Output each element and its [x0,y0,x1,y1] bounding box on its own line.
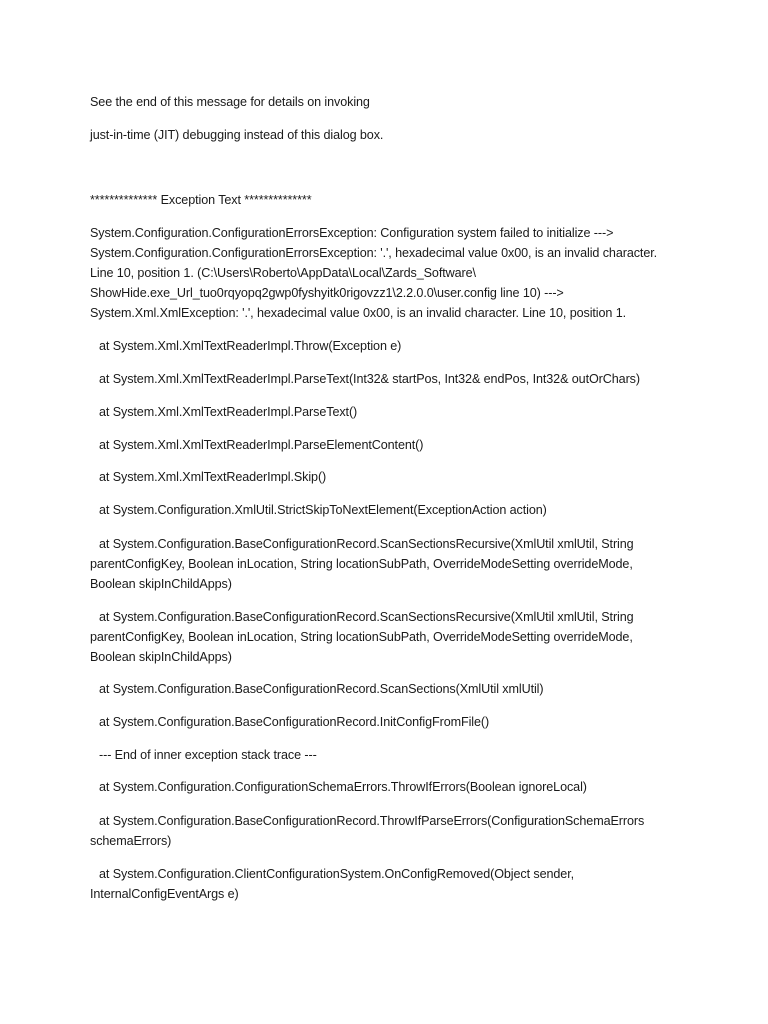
exception-message: System.Configuration.ConfigurationErrorsException: Configuration system failed to initialize ---> System.Configuration.ConfigurationErrorsException: '.', hexadecimal value 0x00, is an invalid character. Line 10, position 1. (C:\Users\Roberto\AppData\Local\Zards_Software\ ShowHide.exe_Url_tuo0rqyopq2gwp0fyshyitk0rigovzz1\2.2.0.0\user.config line 10) ---> System.Xml.XmlException: '.', hexadecimal value 0x00, is an invalid character. Line 10, position 1. [90,226,658,320]
intro-line-1: See the end of this message for details on invoking [90,95,370,109]
stack-trace-line: at System.Xml.XmlTextReaderImpl.Throw(Exception e) [99,339,402,353]
stack-trace-line: at System.Xml.XmlTextReaderImpl.ParseText() [99,405,358,419]
stack-trace-line: at System.Configuration.ConfigurationSchemaErrors.ThrowIfErrors(Boolean ignoreLocal) [99,780,587,794]
exception-heading: ************** Exception Text ************** [90,193,312,207]
stack-trace-line: at System.Configuration.XmlUtil.StrictSkipToNextElement(ExceptionAction action) [99,503,547,517]
stack-trace-line: at System.Configuration.ClientConfigurationSystem.OnConfigRemoved(Object sender, InternalConfigEventArgs e) [90,867,574,901]
stack-trace-line: at System.Configuration.BaseConfigurationRecord.ScanSectionsRecursive(XmlUtil xmlUtil, String parentConfigKey, Boolean inLocation, String locationSubPath, OverrideModeSetting overrideMode, Boolean skipInChildApps) [90,610,634,664]
stack-trace-line: at System.Configuration.BaseConfigurationRecord.ScanSectionsRecursive(XmlUtil xmlUtil, String parentConfigKey, Boolean inLocation, String locationSubPath, OverrideModeSetting overrideMode, Boolean skipInChildApps) [90,537,634,591]
stack-trace-line: at System.Configuration.BaseConfigurationRecord.ThrowIfParseErrors(ConfigurationSchemaErrors schemaErrors) [90,814,645,848]
intro-line-2: just-in-time (JIT) debugging instead of this dialog box. [90,128,384,142]
stack-trace-line: at System.Xml.XmlTextReaderImpl.ParseElementContent() [99,438,424,452]
stack-trace-line: at System.Configuration.BaseConfigurationRecord.ScanSections(XmlUtil xmlUtil) [99,682,544,696]
stack-trace-line: at System.Xml.XmlTextReaderImpl.ParseText(Int32& startPos, Int32& endPos, Int32& outOrChars) [99,372,640,386]
stack-trace-line: at System.Configuration.BaseConfigurationRecord.InitConfigFromFile() [99,715,490,729]
inner-exception-end: --- End of inner exception stack trace --- [99,748,317,762]
stack-trace-line: at System.Xml.XmlTextReaderImpl.Skip() [99,470,327,484]
